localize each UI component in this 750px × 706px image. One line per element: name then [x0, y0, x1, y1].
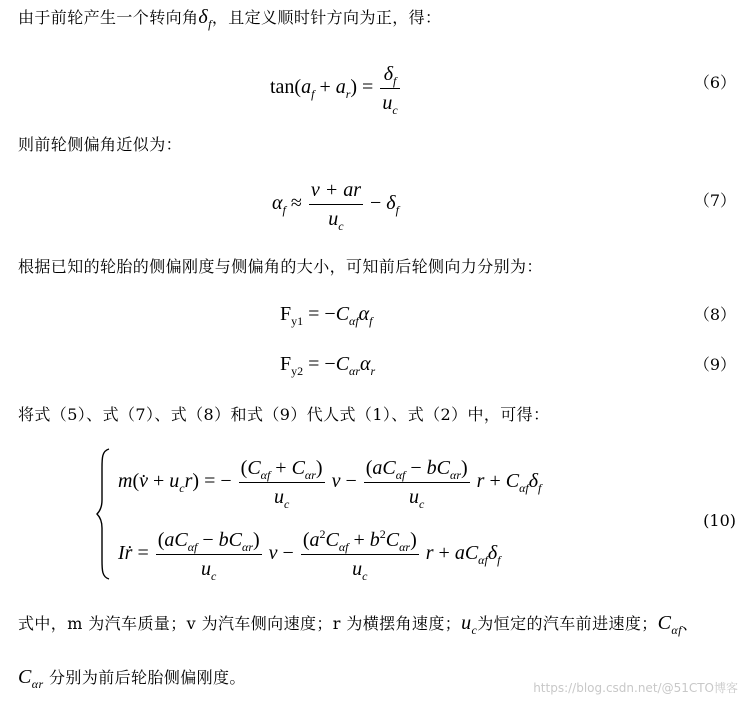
equation-10-line-1: m(v̇ + $u_cr$) = − $\frac{(C_{\alpha f} + C_{\alpha r})}{u_c}$ v − $\frac{(aC_{\alpha f} - bC_{\alpha r})}{u_c}$ $r + C_{\alpha f}\delta_f$ [118, 457, 542, 511]
equation-number-6: （6） [693, 73, 736, 92]
paragraph-text: ，且定义顺时针方向为正，得： [211, 8, 442, 27]
paragraph-definitions-cont [18, 666, 246, 689]
paragraph-lateral-force: 根据已知的轮胎的侧偏刚度与侧偏角的大小，可知前后轮侧向力分别为： [18, 257, 543, 276]
paragraph-definitions [18, 612, 698, 635]
equation-8: $F_{y1} = -C_{\alpha f}\alpha_f$ [280, 303, 373, 328]
equation-number-10: (10) [703, 511, 736, 530]
paragraph-text: 式中，m 为汽车质量；v 为汽车侧向速度；r 为横摆角速度； [18, 614, 462, 633]
equation-7: $\alpha_f$ ≈ $\frac{v + ar}{u_c}$ − $\delta_f$ [272, 179, 399, 233]
paragraph-text: 为恒定的汽车前进速度； [477, 614, 658, 633]
equation-10-line-2: Iṙ = $\frac{(aC_{\alpha f} - bC_{\alpha r})}{u_c}$ v − $\frac{(a^2C_{\alpha f} + b^2C_{\alpha r})}{u_c}$ $r + aC_{\alpha f}\delta_f$ [118, 527, 501, 583]
paragraph-text: 、 [681, 614, 699, 633]
math-symbol: $\delta_f$ [198, 6, 212, 31]
math-symbol: $C_{\alpha r}$ [18, 666, 44, 691]
equation-6: $\tan(a_f + a_r)$ = $\frac{\delta_f}{u_c}$ [270, 63, 398, 117]
paragraph-slip-angle: 则前轮侧偏角近似为： [18, 135, 183, 154]
equation-number-8: （8） [693, 305, 736, 324]
paragraph-text: 由于前轮产生一个转向角 [18, 8, 199, 27]
paragraph-text: 分别为前后轮胎侧偏刚度。 [49, 668, 246, 687]
watermark: https://blog.csdn.net/@51CTO博客 [533, 681, 738, 695]
equation-9: $F_{y2} = -C_{\alpha r}\alpha_r$ [280, 353, 376, 378]
math-symbol: $C_{\alpha f}$ [657, 612, 682, 637]
equation-number-7: （7） [693, 191, 736, 210]
paragraph-intro [18, 6, 441, 29]
math-symbol: $u_c$ [461, 612, 478, 637]
left-brace-icon [96, 448, 110, 580]
equation-number-9: （9） [693, 355, 736, 374]
paragraph-substitution: 将式（5）、式（7）、式（8）和式（9）代人式（1）、式（2）中，可得： [18, 405, 550, 424]
